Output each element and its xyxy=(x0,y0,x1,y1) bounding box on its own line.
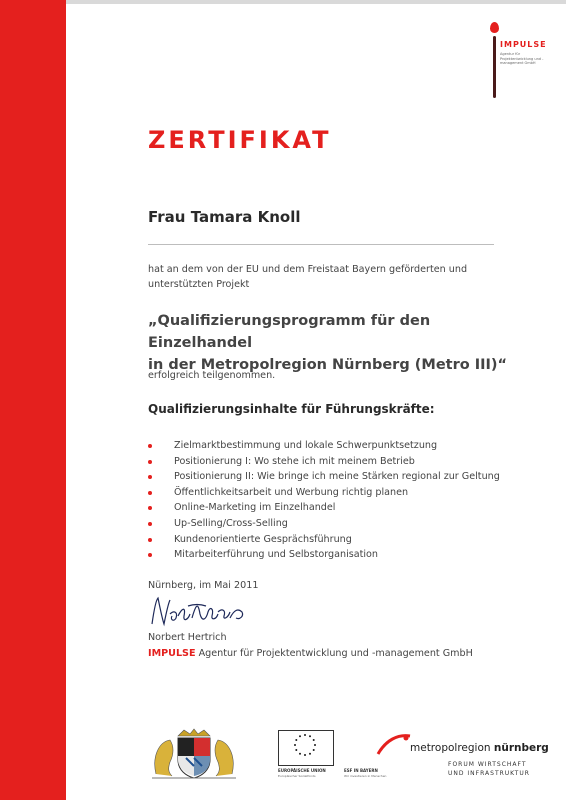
list-item-label: Online-Marketing im Einzelhandel xyxy=(174,502,336,514)
impulse-logo-word: IMPULSE xyxy=(500,40,547,49)
list-item-label: Zielmarktbestimmung und lokale Schwerpunktsetzung xyxy=(174,440,438,451)
list-item-label: Positionierung I: Wo stehe ich mit meinem Betrieb xyxy=(174,455,415,467)
metropolregion-name-bold: nürnberg xyxy=(493,742,549,754)
bullet-icon xyxy=(148,460,152,464)
bavaria-coat-of-arms-icon xyxy=(148,728,240,780)
certificate-title: ZERTIFIKAT xyxy=(148,126,332,154)
flame-icon xyxy=(490,22,499,33)
bullet-icon xyxy=(148,506,152,510)
bullet-icon xyxy=(148,522,152,526)
top-edge-line xyxy=(66,0,566,4)
list-item xyxy=(148,516,500,532)
project-title xyxy=(148,310,528,376)
list-item xyxy=(148,438,500,454)
impulse-logo xyxy=(478,22,548,102)
name-underline xyxy=(148,244,494,245)
project-title-line-2: in der Metropolregion Nürnberg (Metro III)“ xyxy=(148,357,508,373)
agency-name xyxy=(148,648,473,659)
forum-line-2: UND INFRASTRUKTUR xyxy=(448,770,530,777)
eu-flag-icon xyxy=(284,730,326,760)
bullet-icon xyxy=(148,553,152,557)
impulse-logo-tagline: Agentur für Projektentwicklung und -management GmbH xyxy=(500,52,544,65)
list-item-label: Kundenorientierte Gesprächsführung xyxy=(174,533,352,545)
bullet-icon xyxy=(148,491,152,495)
place-date: Nürnberg, im Mai 2011 xyxy=(148,580,259,591)
list-item xyxy=(148,500,500,516)
left-accent-band xyxy=(0,0,66,800)
contents-heading: Qualifizierungsinhalte für Führungskräfte: xyxy=(148,402,435,416)
intro-text: hat an dem von der EU und dem Freistaat Bayern geförderten und unterstützten Projekt xyxy=(148,264,468,290)
bullet-icon xyxy=(148,475,152,479)
completion-text: erfolgreich teilgenommen. xyxy=(148,370,276,381)
list-item xyxy=(148,469,500,485)
list-item-label: Mitarbeiterführung und Selbstorganisation xyxy=(174,549,378,561)
list-item-label: Up-Selling/Cross-Selling xyxy=(174,517,288,529)
esf-label: ESF IN BAYERN xyxy=(344,768,378,773)
metropolregion-name xyxy=(410,742,549,754)
project-title-line-1: „Qualifizierungsprogramm für den Einzelhandel xyxy=(148,313,431,351)
esf-sublabel: Wir investieren in Menschen xyxy=(344,774,387,778)
recipient-name: Frau Tamara Knoll xyxy=(148,208,301,226)
metropolregion-name-regular: metropolregion xyxy=(410,742,494,754)
forum-line-1: FORUM WIRTSCHAFT xyxy=(448,761,527,768)
bullet-icon xyxy=(148,538,152,542)
eu-label: EUROPÄISCHE UNION xyxy=(278,768,326,773)
contents-list xyxy=(148,438,500,563)
list-item xyxy=(148,485,500,501)
eu-sublabel: Europäischer Sozialfonds xyxy=(278,774,316,778)
metropolregion-logo xyxy=(376,732,556,782)
forum-label xyxy=(448,760,530,778)
bullet-icon xyxy=(148,444,152,448)
eu-esf-logo xyxy=(278,730,387,792)
agency-brand: IMPULSE xyxy=(148,648,196,659)
list-item xyxy=(148,532,500,548)
list-item-label: Positionierung II: Wie bringe ich meine Stärken regional zur Geltung xyxy=(174,471,500,483)
list-item xyxy=(148,454,500,470)
signature-image xyxy=(148,594,248,630)
list-item-label: Öffentlichkeitsarbeit und Werbung richtig planen xyxy=(174,486,409,498)
metropolregion-arc-icon xyxy=(376,732,412,756)
agency-name-rest: Agentur für Projektentwicklung und -management GmbH xyxy=(195,648,473,659)
brush-stroke-icon xyxy=(493,36,496,98)
list-item xyxy=(148,547,500,563)
signer-name: Norbert Hertrich xyxy=(148,632,227,643)
